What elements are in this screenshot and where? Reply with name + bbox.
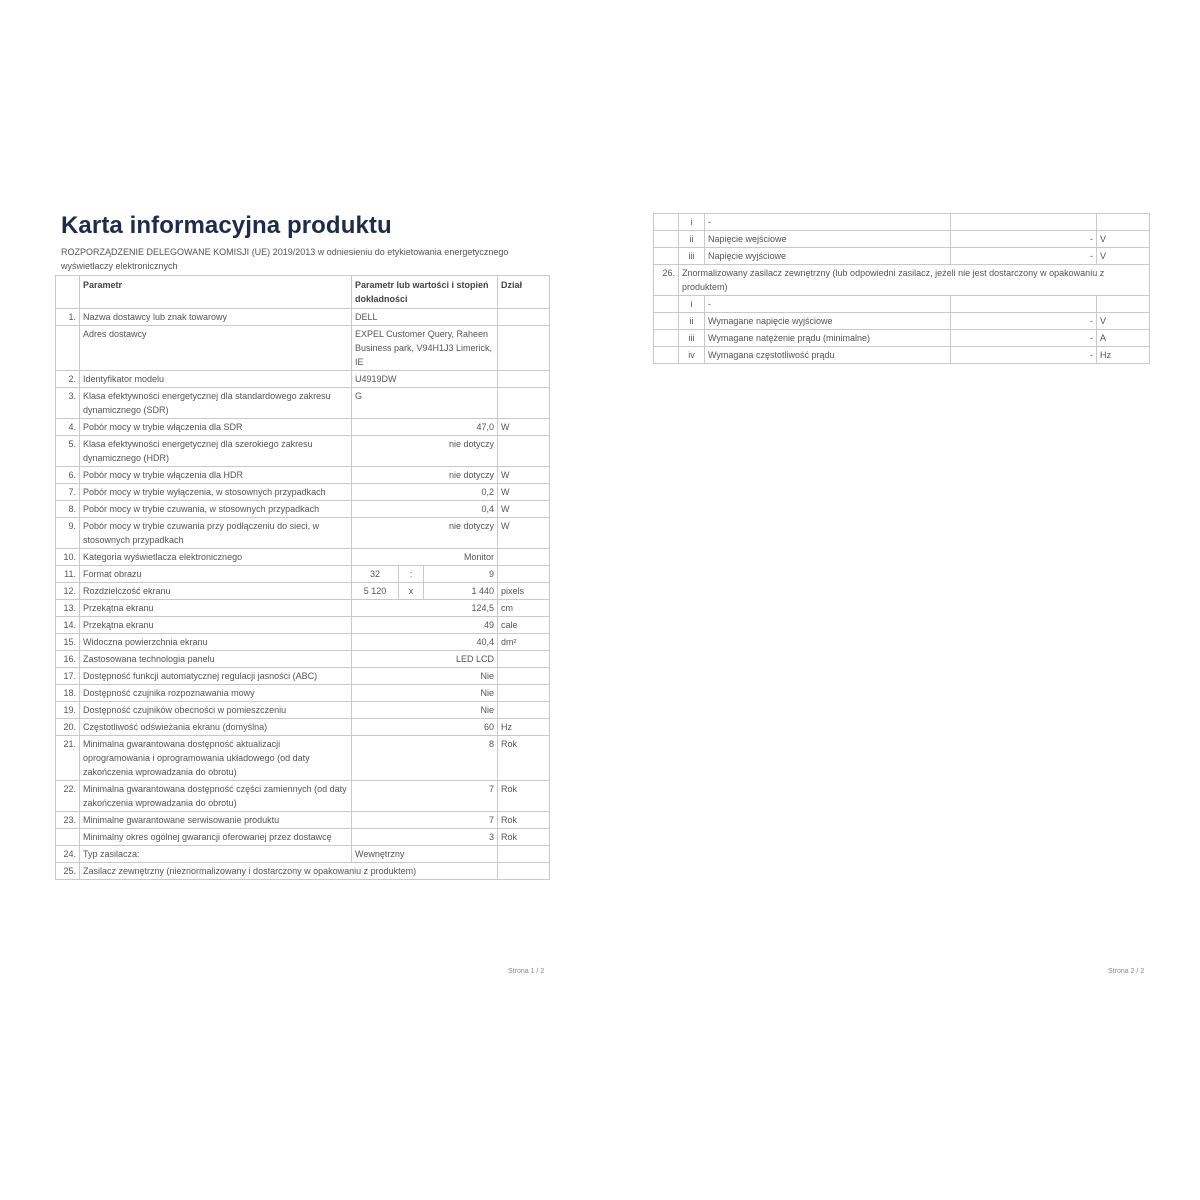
row-parameter: Pobór mocy w trybie włączenia dla SDR	[80, 419, 352, 436]
row-roman-index: i	[679, 296, 705, 313]
row-unit: W	[498, 501, 550, 518]
table-row	[56, 812, 550, 829]
table-row	[654, 330, 1150, 347]
row-value-b: 9	[424, 566, 498, 583]
row-unit	[498, 846, 550, 863]
row-roman-index: iii	[679, 248, 705, 265]
row-number: 19.	[56, 702, 80, 719]
row-number: 24.	[56, 846, 80, 863]
table-row	[56, 501, 550, 518]
row-value: 47,0	[352, 419, 498, 436]
row-number: 9.	[56, 518, 80, 549]
row-value: 60	[352, 719, 498, 736]
row-unit: Rok	[498, 829, 550, 846]
row-unit	[498, 702, 550, 719]
row-unit: dm²	[498, 634, 550, 651]
table-row	[654, 313, 1150, 330]
page-footer-1: Strona 1 / 2	[508, 968, 545, 975]
row-unit	[498, 326, 550, 371]
row-number: 23.	[56, 812, 80, 829]
table-header-row	[56, 276, 550, 309]
row-unit: V	[1097, 231, 1150, 248]
row-value: 49	[352, 617, 498, 634]
row-unit: pixels	[498, 583, 550, 600]
table-row	[654, 347, 1150, 364]
row-parameter: Wymagana częstotliwość prądu	[705, 347, 951, 364]
row-parameter: Widoczna powierzchnia ekranu	[80, 634, 352, 651]
row-parameter: Napięcie wejściowe	[705, 231, 951, 248]
row-unit: Rok	[498, 736, 550, 781]
row-number: 14.	[56, 617, 80, 634]
row-roman-index: ii	[679, 231, 705, 248]
table-row	[56, 436, 550, 467]
header-parameter: Parametr	[80, 276, 352, 309]
table-row	[56, 719, 550, 736]
row-roman-index: iv	[679, 347, 705, 364]
row-number: 26.	[654, 265, 679, 296]
row-number: 11.	[56, 566, 80, 583]
row-number	[654, 231, 679, 248]
row-parameter: Klasa efektywności energetycznej dla standardowego zakresu dynamicznego (SDR)	[80, 388, 352, 419]
row-unit: Hz	[498, 719, 550, 736]
table-row	[56, 600, 550, 617]
table-row	[56, 583, 550, 600]
row-value: Nie	[352, 702, 498, 719]
row-value: nie dotyczy	[352, 467, 498, 484]
row-unit	[1097, 214, 1150, 231]
row-number: 16.	[56, 651, 80, 668]
row-unit	[498, 309, 550, 326]
row-value: 8	[352, 736, 498, 781]
row-unit: A	[1097, 330, 1150, 347]
row-parameter: Minimalne gwarantowane serwisowanie produktu	[80, 812, 352, 829]
table-row	[56, 781, 550, 812]
row-parameter: -	[705, 214, 951, 231]
row-number: 15.	[56, 634, 80, 651]
table-row	[654, 231, 1150, 248]
row-unit	[498, 651, 550, 668]
row-value: Nie	[352, 685, 498, 702]
table-row	[56, 388, 550, 419]
row-parameter: Format obrazu	[80, 566, 352, 583]
row-value: Nie	[352, 668, 498, 685]
table-row	[56, 651, 550, 668]
header-unit: Dział	[498, 276, 550, 309]
row-number: 4.	[56, 419, 80, 436]
row-parameter: Rozdzielczość ekranu	[80, 583, 352, 600]
row-number	[56, 829, 80, 846]
row-number: 5.	[56, 436, 80, 467]
row-value: nie dotyczy	[352, 518, 498, 549]
row-value: G	[352, 388, 498, 419]
row-parameter: Dostępność czujników obecności w pomieszczeniu	[80, 702, 352, 719]
row-parameter: Przekątna ekranu	[80, 617, 352, 634]
product-info-table-continued	[653, 213, 1150, 364]
table-row	[56, 326, 550, 371]
table-row	[56, 549, 550, 566]
row-value: -	[951, 313, 1097, 330]
row-unit: Rok	[498, 812, 550, 829]
table-row	[56, 518, 550, 549]
row-parameter: Minimalna gwarantowana dostępność aktualizacji oprogramowania i oprogramowania układowego (od daty zakończenia wprowadzania do obrotu)	[80, 736, 352, 781]
row-parameter: Pobór mocy w trybie wyłączenia, w stosownych przypadkach	[80, 484, 352, 501]
row-parameter: Zastosowana technologia panelu	[80, 651, 352, 668]
row-unit: Rok	[498, 781, 550, 812]
row-unit: V	[1097, 248, 1150, 265]
row-number	[56, 326, 80, 371]
row-value: U4919DW	[352, 371, 498, 388]
row-unit	[498, 685, 550, 702]
row-parameter: Wymagane natężenie prądu (minimalne)	[705, 330, 951, 347]
table-row	[654, 265, 1150, 296]
row-number	[654, 313, 679, 330]
row-value-separator: :	[399, 566, 424, 583]
table-row	[56, 484, 550, 501]
row-number: 10.	[56, 549, 80, 566]
row-parameter: Częstotliwość odświeżania ekranu (domyślna)	[80, 719, 352, 736]
row-parameter: Przekątna ekranu	[80, 600, 352, 617]
row-unit	[498, 549, 550, 566]
table-row	[56, 668, 550, 685]
row-parameter: Nazwa dostawcy lub znak towarowy	[80, 309, 352, 326]
row-unit: Hz	[1097, 347, 1150, 364]
row-unit: V	[1097, 313, 1150, 330]
row-number: 8.	[56, 501, 80, 518]
row-parameter: Napięcie wyjściowe	[705, 248, 951, 265]
row-parameter: Pobór mocy w trybie czuwania, w stosownych przypadkach	[80, 501, 352, 518]
table-body	[56, 309, 550, 880]
table-row	[56, 736, 550, 781]
table-row	[56, 566, 550, 583]
row-unit	[498, 668, 550, 685]
row-parameter: Zasilacz zewnętrzny (nieznormalizowany i dostarczony w opakowaniu z produktem)	[80, 863, 498, 880]
row-value: 0,4	[352, 501, 498, 518]
row-parameter: Kategoria wyświetlacza elektronicznego	[80, 549, 352, 566]
row-value: Wewnętrzny	[352, 846, 498, 863]
row-roman-index: ii	[679, 313, 705, 330]
row-number: 1.	[56, 309, 80, 326]
row-parameter: Adres dostawcy	[80, 326, 352, 371]
row-number	[654, 214, 679, 231]
table-row	[56, 309, 550, 326]
table-row	[56, 371, 550, 388]
row-number	[654, 330, 679, 347]
row-parameter: Typ zasilacza:	[80, 846, 352, 863]
row-unit: W	[498, 518, 550, 549]
row-parameter: Pobór mocy w trybie włączenia dla HDR	[80, 467, 352, 484]
document-subtitle: ROZPORZĄDZENIE DELEGOWANE KOMISJI (UE) 2019/2013 w odniesieniu do etykietowania energetycznego wyświetlaczy elektronicznych	[61, 247, 509, 271]
row-number: 13.	[56, 600, 80, 617]
row-parameter: Minimalny okres ogólnej gwarancji oferowanej przez dostawcę	[80, 829, 352, 846]
row-parameter: Znormalizowany zasilacz zewnętrzny (lub odpowiedni zasilacz, jeżeli nie jest dostarczony w opakowaniu z produktem)	[679, 265, 1150, 296]
row-value	[951, 296, 1097, 313]
row-value-separator: x	[399, 583, 424, 600]
table-row	[654, 296, 1150, 313]
table-row	[56, 419, 550, 436]
row-value: 7	[352, 781, 498, 812]
header-value: Parametr lub wartości i stopień dokładności	[352, 276, 498, 309]
row-parameter: Dostępność funkcji automatycznej regulacji jasności (ABC)	[80, 668, 352, 685]
row-unit	[498, 371, 550, 388]
row-unit: W	[498, 419, 550, 436]
row-value	[951, 214, 1097, 231]
row-unit: W	[498, 467, 550, 484]
row-roman-index: i	[679, 214, 705, 231]
row-value-b: 1 440	[424, 583, 498, 600]
row-number: 12.	[56, 583, 80, 600]
table-row	[56, 634, 550, 651]
row-number: 20.	[56, 719, 80, 736]
row-value: LED LCD	[352, 651, 498, 668]
row-roman-index: iii	[679, 330, 705, 347]
row-number: 3.	[56, 388, 80, 419]
row-number: 21.	[56, 736, 80, 781]
row-parameter: Wymagane napięcie wyjściowe	[705, 313, 951, 330]
row-number: 18.	[56, 685, 80, 702]
row-value: 124,5	[352, 600, 498, 617]
row-parameter: Dostępność czujnika rozpoznawania mowy	[80, 685, 352, 702]
row-value: -	[951, 231, 1097, 248]
table-row	[56, 685, 550, 702]
product-info-table	[55, 275, 550, 880]
row-number: 7.	[56, 484, 80, 501]
row-unit: W	[498, 484, 550, 501]
table-row	[56, 617, 550, 634]
page-2	[653, 213, 1149, 364]
row-parameter: Identyfikator modelu	[80, 371, 352, 388]
row-parameter: -	[705, 296, 951, 313]
row-value: -	[951, 347, 1097, 364]
row-number: 22.	[56, 781, 80, 812]
row-number: 25.	[56, 863, 80, 880]
header-number	[56, 276, 80, 309]
table-row	[56, 863, 550, 880]
row-value: Monitor	[352, 549, 498, 566]
row-value: nie dotyczy	[352, 436, 498, 467]
row-value: EXPEL Customer Query, Raheen Business park, V94H1J3 Limerick, IE	[352, 326, 498, 371]
row-number: 6.	[56, 467, 80, 484]
row-number: 17.	[56, 668, 80, 685]
row-value: 3	[352, 829, 498, 846]
row-number	[654, 248, 679, 265]
row-parameter: Pobór mocy w trybie czuwania przy podłączeniu do sieci, w stosownych przypadkach	[80, 518, 352, 549]
row-value: 40,4	[352, 634, 498, 651]
table-row	[56, 846, 550, 863]
row-value: DELL	[352, 309, 498, 326]
table-row	[654, 248, 1150, 265]
table-body-continued	[654, 214, 1150, 364]
table-row	[56, 702, 550, 719]
row-unit	[498, 863, 550, 880]
document-title: Karta informacyjna produktu	[61, 212, 392, 239]
row-value-a: 32	[352, 566, 399, 583]
row-unit: cm	[498, 600, 550, 617]
page-footer-2: Strona 2 / 2	[1108, 968, 1145, 975]
row-unit	[498, 388, 550, 419]
row-value: 0,2	[352, 484, 498, 501]
row-unit	[1097, 296, 1150, 313]
row-value: -	[951, 330, 1097, 347]
page-1	[55, 212, 549, 880]
row-number	[654, 347, 679, 364]
table-row	[654, 214, 1150, 231]
row-value-a: 5 120	[352, 583, 399, 600]
row-unit: cale	[498, 617, 550, 634]
row-unit	[498, 566, 550, 583]
row-number: 2.	[56, 371, 80, 388]
row-parameter: Klasa efektywności energetycznej dla szerokiego zakresu dynamicznego (HDR)	[80, 436, 352, 467]
row-unit	[498, 436, 550, 467]
row-value: -	[951, 248, 1097, 265]
row-value: 7	[352, 812, 498, 829]
row-number	[654, 296, 679, 313]
table-row	[56, 829, 550, 846]
table-row	[56, 467, 550, 484]
row-parameter: Minimalna gwarantowana dostępność części zamiennych (od daty zakończenia wprowadzania do obrotu)	[80, 781, 352, 812]
